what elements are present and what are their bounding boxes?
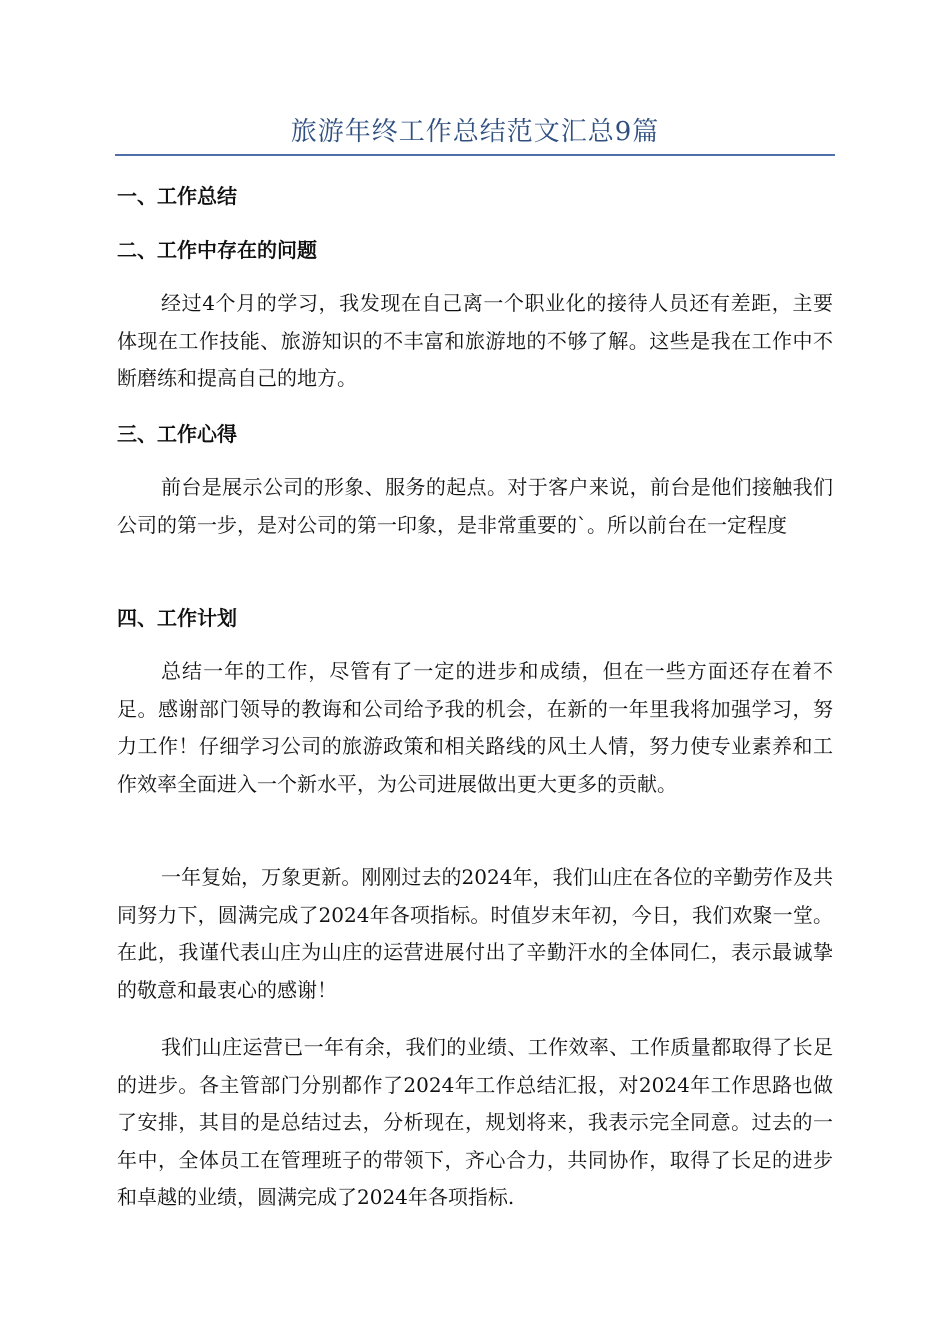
document-title: 旅游年终工作总结范文汇总9篇 (290, 117, 660, 147)
section-heading-problems: 二、工作中存在的问题 (117, 238, 317, 262)
paragraph-plan: 总结一年的工作，尽管有了一定的进步和成绩，但在一些方面还存在着不足。感谢部门领导的教诲和公司给予我的机会，在新的一年里我将加强学习，努力工作！仔细学习公司的旅游政策和相关路线的风土人情，努力使专业素养和工作效率全面进入一个新水平，为公司进展做出更大更多的贡献。 (117, 659, 833, 796)
section-heading-experience: 三、工作心得 (117, 422, 237, 446)
section-heading-plan: 四、工作计划 (117, 606, 237, 630)
section-heading-summary: 一、工作总结 (117, 184, 237, 208)
paragraph-operations: 我们山庄运营已一年有余，我们的业绩、工作效率、工作质量都取得了长足的进步。各主管部门分别都作了2024年工作总结汇报，对2024年工作思路也做了安排，其目的是总结过去，分析现在，规划将来，我表示完全同意。过去的一年中，全体员工在管理班子的带领下，齐心合力，共同协作，取得了长足的进步和卓越的业绩，圆满完成了2024年各项指标. (117, 1035, 833, 1209)
paragraph-new-year: 一年复始，万象更新。刚刚过去的2024年，我们山庄在各位的辛勤劳作及共同努力下，圆满完成了2024年各项指标。时值岁末年初，今日，我们欢聚一堂。在此，我谨代表山庄为山庄的运营进展付出了辛勤汗水的全体同仁，表示最诚挚的敬意和最衷心的感谢！ (117, 865, 833, 1002)
paragraph-problems: 经过4个月的学习，我发现在自己离一个职业化的接待人员还有差距，主要体现在工作技能、旅游知识的不丰富和旅游地的不够了解。这些是我在工作中不断磨练和提高自己的地方。 (117, 291, 833, 390)
title-underline (115, 154, 835, 156)
paragraph-experience: 前台是展示公司的形象、服务的起点。对于客户来说，前台是他们接触我们公司的第一步，是对公司的第一印象，是非常重要的`。所以前台在一定程度 (117, 475, 833, 537)
